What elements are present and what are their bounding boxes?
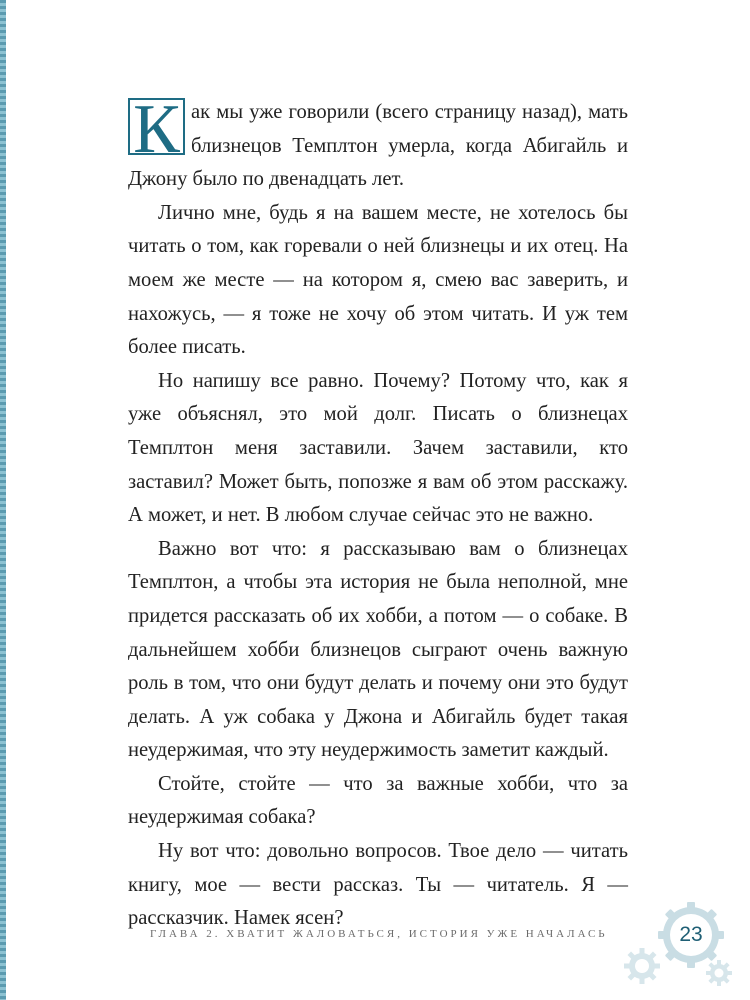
paragraph-4: Важно вот что: я рассказываю вам о близнецах Темплтон, а чтобы эта история не была неполной, мне придется рассказать об их хобби, а потом — о собаке. В дальнейшем хобби близнецов сыграют очень важную роль в том, что они будут делать и почему они это будут делать. А уж собака у Джона и Абигайль будет такая неудержимая, что эту неудержимость заметит каждый. (128, 537, 628, 762)
chapter-running-footer: ГЛАВА 2. ХВАТИТ ЖАЛОВАТЬСЯ, ИСТОРИЯ УЖЕ НАЧАЛАСЬ (150, 928, 608, 940)
paragraph-2: Лично мне, будь я на вашем месте, не хотелось бы читать о том, как горевали о ней близнецы и их отец. На моем же месте — на котором я, смею вас заверить, и нахожусь, — я тоже не хочу об этом читать. И уж тем более писать. (128, 201, 628, 359)
paragraph-3: Но напишу все равно. Почему? Потому что, как я уже объяснял, это мой долг. Писать о близнецах Темплтон меня заставили. Зачем заставили, кто заставил? Может быть, попозже я вам об этом расскажу. А может, и нет. В любом случае сейчас это не важно. (128, 369, 628, 527)
page-edge-decoration (0, 0, 6, 1000)
paragraph-5: Стойте, стойте — что за важные хобби, что за неудержимая собака? (128, 772, 628, 829)
paragraph-1 (128, 91, 628, 197)
paragraph-6: Ну вот что: довольно вопросов. Твое дело — читать книгу, мое — вести рассказ. Ты — читатель. Я — рассказчик. Намек ясен? (128, 840, 628, 930)
page-number: 23 (679, 923, 703, 946)
drop-cap: К (128, 98, 185, 155)
tiny-gear-icon (706, 960, 732, 986)
page-number-badge (658, 902, 724, 968)
body-text (128, 91, 628, 936)
paragraph-1-text: ак мы уже говорили (всего страницу назад), мать близнецов Темплтон умерла, когда Абигайль и Джону было по двенадцать лет. (128, 101, 628, 191)
small-gear-icon (624, 948, 660, 984)
